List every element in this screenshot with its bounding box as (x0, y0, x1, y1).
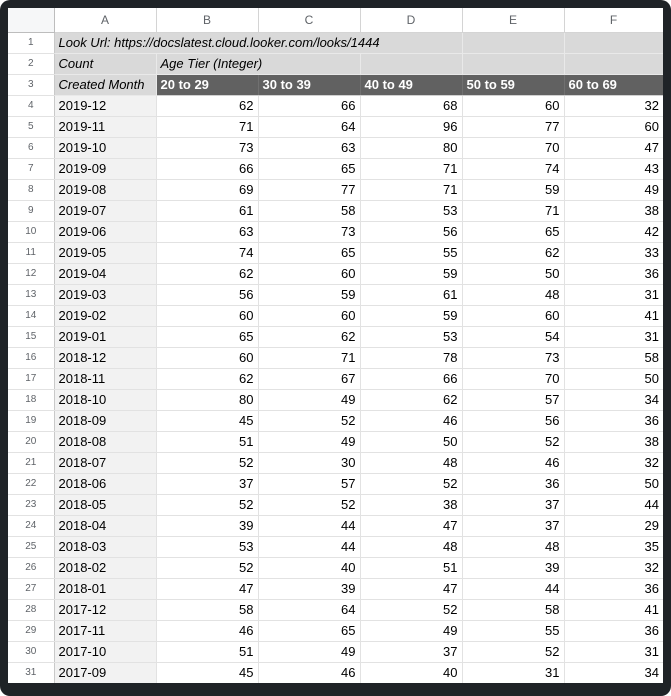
cell-C5[interactable]: 64 (258, 116, 360, 137)
cell-B4[interactable]: 62 (156, 95, 258, 116)
cell-D7[interactable]: 71 (360, 158, 462, 179)
row-22 (8, 473, 663, 494)
row-25 (8, 536, 663, 557)
row-header-17[interactable]: 17 (8, 368, 54, 389)
cell-F1[interactable] (564, 32, 663, 53)
cell-F7[interactable]: 43 (564, 158, 663, 179)
row-18 (8, 389, 663, 410)
cell-C22[interactable]: 57 (258, 473, 360, 494)
select-all-corner[interactable] (8, 8, 54, 32)
cell-D17[interactable]: 66 (360, 368, 462, 389)
cell-F19[interactable]: 36 (564, 410, 663, 431)
cell-E19[interactable]: 56 (462, 410, 564, 431)
row-30 (8, 641, 663, 662)
cell-E18[interactable]: 57 (462, 389, 564, 410)
cell-D28[interactable]: 52 (360, 599, 462, 620)
cell-F25[interactable]: 35 (564, 536, 663, 557)
cell-D25[interactable]: 48 (360, 536, 462, 557)
cell-E5[interactable]: 77 (462, 116, 564, 137)
cell-E20[interactable]: 52 (462, 431, 564, 452)
cell-A31-month[interactable]: 2017-09 (54, 662, 156, 683)
cell-D20[interactable]: 50 (360, 431, 462, 452)
cell-F27[interactable]: 36 (564, 578, 663, 599)
cell-C29[interactable]: 65 (258, 620, 360, 641)
cell-E2[interactable] (462, 53, 564, 74)
cell-F11[interactable]: 33 (564, 242, 663, 263)
cell-B19[interactable]: 45 (156, 410, 258, 431)
row-16 (8, 347, 663, 368)
cell-C7[interactable]: 65 (258, 158, 360, 179)
cell-A29-month[interactable]: 2017-11 (54, 620, 156, 641)
cell-B13[interactable]: 56 (156, 284, 258, 305)
cell-C12[interactable]: 60 (258, 263, 360, 284)
cell-B25[interactable]: 53 (156, 536, 258, 557)
cell-F10[interactable]: 42 (564, 221, 663, 242)
row-2 (8, 53, 663, 74)
cell-A27-month[interactable]: 2018-01 (54, 578, 156, 599)
cell-F14[interactable]: 41 (564, 305, 663, 326)
cell-B9[interactable]: 61 (156, 200, 258, 221)
cell-F4[interactable]: 32 (564, 95, 663, 116)
cell-D10[interactable]: 56 (360, 221, 462, 242)
row-header-30[interactable]: 30 (8, 641, 54, 662)
cell-F26[interactable]: 32 (564, 557, 663, 578)
cell-C23[interactable]: 52 (258, 494, 360, 515)
row-header-2[interactable]: 2 (8, 53, 54, 74)
cell-D3-tier-header[interactable]: 40 to 49 (360, 74, 462, 95)
cell-B31[interactable]: 45 (156, 662, 258, 683)
cell-E15[interactable]: 54 (462, 326, 564, 347)
cell-B12[interactable]: 62 (156, 263, 258, 284)
cell-C13[interactable]: 59 (258, 284, 360, 305)
cell-A9-month[interactable]: 2019-07 (54, 200, 156, 221)
row-header-31[interactable]: 31 (8, 662, 54, 683)
cell-B26[interactable]: 52 (156, 557, 258, 578)
cell-A26-month[interactable]: 2018-02 (54, 557, 156, 578)
cell-B24[interactable]: 39 (156, 515, 258, 536)
cell-E13[interactable]: 48 (462, 284, 564, 305)
row-header-5[interactable]: 5 (8, 116, 54, 137)
cell-E8[interactable]: 59 (462, 179, 564, 200)
cell-D23[interactable]: 38 (360, 494, 462, 515)
cell-B20[interactable]: 51 (156, 431, 258, 452)
cell-C21[interactable]: 30 (258, 452, 360, 473)
cell-B14[interactable]: 60 (156, 305, 258, 326)
cell-A11-month[interactable]: 2019-05 (54, 242, 156, 263)
row-header-21[interactable]: 21 (8, 452, 54, 473)
cell-E11[interactable]: 62 (462, 242, 564, 263)
cell-A15-month[interactable]: 2019-01 (54, 326, 156, 347)
cell-B11[interactable]: 74 (156, 242, 258, 263)
row-header-11[interactable]: 11 (8, 242, 54, 263)
column-header-a[interactable]: A (54, 8, 156, 32)
cell-A10-month[interactable]: 2019-06 (54, 221, 156, 242)
row-12 (8, 263, 663, 284)
row-header-1[interactable]: 1 (8, 32, 54, 53)
spreadsheet (8, 8, 663, 683)
cell-B28[interactable]: 58 (156, 599, 258, 620)
cell-C20[interactable]: 49 (258, 431, 360, 452)
cell-D2[interactable] (360, 53, 462, 74)
cell-E17[interactable]: 70 (462, 368, 564, 389)
cell-C4[interactable]: 66 (258, 95, 360, 116)
cell-C15[interactable]: 62 (258, 326, 360, 347)
cell-E26[interactable]: 39 (462, 557, 564, 578)
row-header-27[interactable]: 27 (8, 578, 54, 599)
column-header-c[interactable]: C (258, 8, 360, 32)
row-header-26[interactable]: 26 (8, 557, 54, 578)
cell-F24[interactable]: 29 (564, 515, 663, 536)
cell-C6[interactable]: 63 (258, 137, 360, 158)
cell-C31[interactable]: 46 (258, 662, 360, 683)
row-21 (8, 452, 663, 473)
cell-C9[interactable]: 58 (258, 200, 360, 221)
grid-table (8, 8, 663, 683)
cell-D4[interactable]: 68 (360, 95, 462, 116)
cell-E23[interactable]: 37 (462, 494, 564, 515)
cell-F17[interactable]: 50 (564, 368, 663, 389)
row-header-16[interactable]: 16 (8, 347, 54, 368)
cell-B3-tier-header[interactable]: 20 to 29 (156, 74, 258, 95)
cell-A6-month[interactable]: 2019-10 (54, 137, 156, 158)
cell-D21[interactable]: 48 (360, 452, 462, 473)
cell-A16-month[interactable]: 2018-12 (54, 347, 156, 368)
row-header-8[interactable]: 8 (8, 179, 54, 200)
row-header-29[interactable]: 29 (8, 620, 54, 641)
cell-E1[interactable] (462, 32, 564, 53)
cell-F23[interactable]: 44 (564, 494, 663, 515)
column-header-row (8, 8, 663, 32)
cell-E24[interactable]: 37 (462, 515, 564, 536)
cell-D19[interactable]: 46 (360, 410, 462, 431)
cell-A23-month[interactable]: 2018-05 (54, 494, 156, 515)
cell-C18[interactable]: 49 (258, 389, 360, 410)
cell-D26[interactable]: 51 (360, 557, 462, 578)
cell-A20-month[interactable]: 2018-08 (54, 431, 156, 452)
cell-D16[interactable]: 78 (360, 347, 462, 368)
row-23 (8, 494, 663, 515)
row-header-4[interactable]: 4 (8, 95, 54, 116)
cell-D13[interactable]: 61 (360, 284, 462, 305)
cell-C11[interactable]: 65 (258, 242, 360, 263)
cell-B30[interactable]: 51 (156, 641, 258, 662)
row-header-24[interactable]: 24 (8, 515, 54, 536)
row-4 (8, 95, 663, 116)
cell-E16[interactable]: 73 (462, 347, 564, 368)
row-header-28[interactable]: 28 (8, 599, 54, 620)
row-header-15[interactable]: 15 (8, 326, 54, 347)
cell-D6[interactable]: 80 (360, 137, 462, 158)
cell-A4-month[interactable]: 2019-12 (54, 95, 156, 116)
row-header-6[interactable]: 6 (8, 137, 54, 158)
cell-D5[interactable]: 96 (360, 116, 462, 137)
cell-D18[interactable]: 62 (360, 389, 462, 410)
cell-C10[interactable]: 73 (258, 221, 360, 242)
row-header-3[interactable]: 3 (8, 74, 54, 95)
row-header-10[interactable]: 10 (8, 221, 54, 242)
cell-E30[interactable]: 52 (462, 641, 564, 662)
cell-A12-month[interactable]: 2019-04 (54, 263, 156, 284)
cell-B8[interactable]: 69 (156, 179, 258, 200)
row-19 (8, 410, 663, 431)
cell-C14[interactable]: 60 (258, 305, 360, 326)
cell-B23[interactable]: 52 (156, 494, 258, 515)
cell-F29[interactable]: 36 (564, 620, 663, 641)
cell-D11[interactable]: 55 (360, 242, 462, 263)
row-header-13[interactable]: 13 (8, 284, 54, 305)
cell-C28[interactable]: 64 (258, 599, 360, 620)
row-3-pivot-header (8, 74, 663, 95)
cell-D24[interactable]: 47 (360, 515, 462, 536)
cell-A5-month[interactable]: 2019-11 (54, 116, 156, 137)
cell-D12[interactable]: 59 (360, 263, 462, 284)
cell-E28[interactable]: 58 (462, 599, 564, 620)
cell-D8[interactable]: 71 (360, 179, 462, 200)
cell-F6[interactable]: 47 (564, 137, 663, 158)
cell-F20[interactable]: 38 (564, 431, 663, 452)
cell-A2-count[interactable]: Count (54, 53, 156, 74)
cell-E22[interactable]: 36 (462, 473, 564, 494)
cell-B6[interactable]: 73 (156, 137, 258, 158)
cell-B5[interactable]: 71 (156, 116, 258, 137)
cell-E29[interactable]: 55 (462, 620, 564, 641)
cell-D22[interactable]: 52 (360, 473, 462, 494)
cell-D31[interactable]: 40 (360, 662, 462, 683)
cell-C8[interactable]: 77 (258, 179, 360, 200)
cell-E31[interactable]: 31 (462, 662, 564, 683)
column-header-b[interactable]: B (156, 8, 258, 32)
row-20 (8, 431, 663, 452)
row-7 (8, 158, 663, 179)
row-15 (8, 326, 663, 347)
cell-E25[interactable]: 48 (462, 536, 564, 557)
cell-C3-tier-header[interactable]: 30 to 39 (258, 74, 360, 95)
cell-B17[interactable]: 62 (156, 368, 258, 389)
cell-F21[interactable]: 32 (564, 452, 663, 473)
cell-F8[interactable]: 49 (564, 179, 663, 200)
row-header-20[interactable]: 20 (8, 431, 54, 452)
cell-F31[interactable]: 34 (564, 662, 663, 683)
cell-B2-age-tier[interactable]: Age Tier (Integer) (156, 53, 360, 74)
row-28 (8, 599, 663, 620)
cell-A21-month[interactable]: 2018-07 (54, 452, 156, 473)
row-27 (8, 578, 663, 599)
cell-C24[interactable]: 44 (258, 515, 360, 536)
cell-D14[interactable]: 59 (360, 305, 462, 326)
row-11 (8, 242, 663, 263)
column-header-f[interactable]: F (564, 8, 663, 32)
cell-C30[interactable]: 49 (258, 641, 360, 662)
cell-B27[interactable]: 47 (156, 578, 258, 599)
cell-D9[interactable]: 53 (360, 200, 462, 221)
cell-C26[interactable]: 40 (258, 557, 360, 578)
cell-F30[interactable]: 31 (564, 641, 663, 662)
cell-F28[interactable]: 41 (564, 599, 663, 620)
cell-E9[interactable]: 71 (462, 200, 564, 221)
cell-E4[interactable]: 60 (462, 95, 564, 116)
cell-C16[interactable]: 71 (258, 347, 360, 368)
row-header-19[interactable]: 19 (8, 410, 54, 431)
cell-E14[interactable]: 60 (462, 305, 564, 326)
cell-A22-month[interactable]: 2018-06 (54, 473, 156, 494)
cell-E27[interactable]: 44 (462, 578, 564, 599)
cell-D27[interactable]: 47 (360, 578, 462, 599)
cell-F18[interactable]: 34 (564, 389, 663, 410)
row-1 (8, 32, 663, 53)
column-header-d[interactable]: D (360, 8, 462, 32)
row-31 (8, 662, 663, 683)
row-10 (8, 221, 663, 242)
cell-C17[interactable]: 67 (258, 368, 360, 389)
cell-A3-created-month[interactable]: Created Month (54, 74, 156, 95)
cell-C27[interactable]: 39 (258, 578, 360, 599)
row-header-25[interactable]: 25 (8, 536, 54, 557)
cell-A28-month[interactable]: 2017-12 (54, 599, 156, 620)
cell-A1-look-url[interactable]: Look Url: https://docslatest.cloud.looker.com/looks/1444 (54, 32, 462, 53)
cell-E7[interactable]: 74 (462, 158, 564, 179)
cell-B10[interactable]: 63 (156, 221, 258, 242)
row-6 (8, 137, 663, 158)
cell-B15[interactable]: 65 (156, 326, 258, 347)
cell-B7[interactable]: 66 (156, 158, 258, 179)
cell-F22[interactable]: 50 (564, 473, 663, 494)
row-14 (8, 305, 663, 326)
cell-F12[interactable]: 36 (564, 263, 663, 284)
row-24 (8, 515, 663, 536)
cell-E21[interactable]: 46 (462, 452, 564, 473)
column-header-e[interactable]: E (462, 8, 564, 32)
cell-A18-month[interactable]: 2018-10 (54, 389, 156, 410)
row-header-14[interactable]: 14 (8, 305, 54, 326)
cell-A24-month[interactable]: 2018-04 (54, 515, 156, 536)
row-header-12[interactable]: 12 (8, 263, 54, 284)
cell-E3-tier-header[interactable]: 50 to 59 (462, 74, 564, 95)
cell-A25-month[interactable]: 2018-03 (54, 536, 156, 557)
row-header-18[interactable]: 18 (8, 389, 54, 410)
row-29 (8, 620, 663, 641)
row-9 (8, 200, 663, 221)
cell-C19[interactable]: 52 (258, 410, 360, 431)
cell-B18[interactable]: 80 (156, 389, 258, 410)
cell-F15[interactable]: 31 (564, 326, 663, 347)
cell-A19-month[interactable]: 2018-09 (54, 410, 156, 431)
cell-A17-month[interactable]: 2018-11 (54, 368, 156, 389)
row-header-7[interactable]: 7 (8, 158, 54, 179)
cell-B29[interactable]: 46 (156, 620, 258, 641)
cell-E12[interactable]: 50 (462, 263, 564, 284)
cell-E6[interactable]: 70 (462, 137, 564, 158)
cell-F9[interactable]: 38 (564, 200, 663, 221)
row-header-9[interactable]: 9 (8, 200, 54, 221)
row-8 (8, 179, 663, 200)
row-17 (8, 368, 663, 389)
cell-A8-month[interactable]: 2019-08 (54, 179, 156, 200)
cell-F2[interactable] (564, 53, 663, 74)
cell-F5[interactable]: 60 (564, 116, 663, 137)
cell-F13[interactable]: 31 (564, 284, 663, 305)
cell-A30-month[interactable]: 2017-10 (54, 641, 156, 662)
row-5 (8, 116, 663, 137)
cell-A13-month[interactable]: 2019-03 (54, 284, 156, 305)
cell-D29[interactable]: 49 (360, 620, 462, 641)
cell-C25[interactable]: 44 (258, 536, 360, 557)
cell-E10[interactable]: 65 (462, 221, 564, 242)
cell-F16[interactable]: 58 (564, 347, 663, 368)
cell-A7-month[interactable]: 2019-09 (54, 158, 156, 179)
cell-D30[interactable]: 37 (360, 641, 462, 662)
row-header-23[interactable]: 23 (8, 494, 54, 515)
cell-B22[interactable]: 37 (156, 473, 258, 494)
row-26 (8, 557, 663, 578)
row-13 (8, 284, 663, 305)
cell-F3-tier-header[interactable]: 60 to 69 (564, 74, 663, 95)
cell-D15[interactable]: 53 (360, 326, 462, 347)
cell-B16[interactable]: 60 (156, 347, 258, 368)
cell-B21[interactable]: 52 (156, 452, 258, 473)
row-header-22[interactable]: 22 (8, 473, 54, 494)
cell-A14-month[interactable]: 2019-02 (54, 305, 156, 326)
